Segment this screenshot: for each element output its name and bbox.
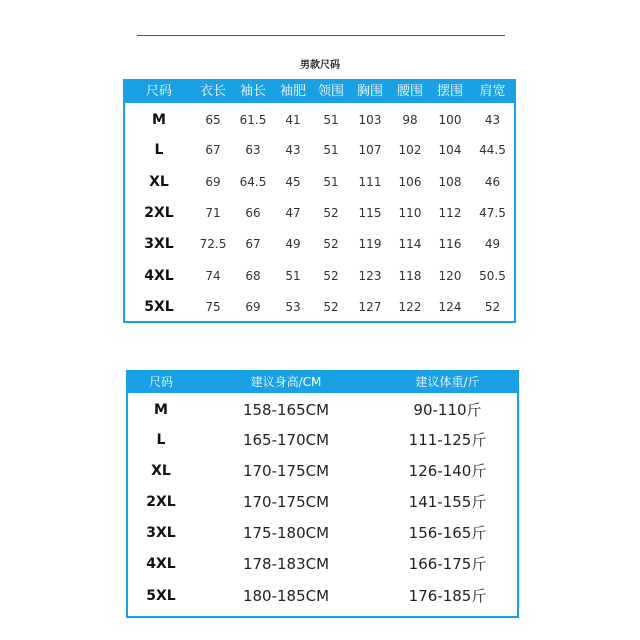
table-cell: 127	[358, 300, 382, 314]
table-cell: 103	[358, 113, 382, 127]
table-cell: 61.5	[239, 113, 267, 127]
size-label: 4XL	[144, 268, 174, 284]
table-cell: 104	[438, 143, 462, 157]
table-row	[125, 229, 514, 259]
table-cell: 120	[438, 269, 462, 283]
table-cell: 165-170CM	[242, 431, 330, 449]
table-cell: 65	[205, 113, 221, 127]
table-cell: 176-185斤	[408, 587, 487, 605]
header-cell: 衣长	[199, 84, 226, 99]
top-divider	[137, 35, 505, 36]
table-cell: 52	[484, 300, 501, 314]
table-cell: 156-165斤	[408, 524, 487, 542]
header-cell: 袖肥	[279, 84, 306, 99]
table-cell: 124	[438, 300, 462, 314]
table-row	[125, 261, 514, 291]
table-row	[128, 425, 517, 455]
size-label: 5XL	[146, 588, 176, 604]
table-cell: 74	[205, 269, 221, 283]
table-cell: 90-110斤	[413, 401, 482, 419]
table-row	[125, 105, 514, 135]
table-cell: 98	[402, 113, 418, 127]
header-cell: 建议身高/CM	[250, 375, 322, 389]
size-label: 2XL	[146, 494, 176, 510]
size-table	[123, 79, 516, 323]
table-cell: 175-180CM	[242, 524, 330, 542]
table-cell: 116	[438, 237, 462, 251]
size-label: M	[152, 112, 166, 128]
table-cell: 118	[398, 269, 422, 283]
page-title: 男款尺码	[300, 60, 340, 71]
recommend-table	[126, 370, 519, 618]
size-label: 4XL	[146, 556, 176, 572]
size-label: L	[156, 432, 166, 448]
table-row	[128, 487, 517, 517]
table-cell: 52	[323, 300, 339, 314]
table-row	[125, 167, 514, 197]
table-cell: 51	[285, 269, 301, 283]
header-cell: 腰围	[396, 84, 423, 99]
table-cell: 68	[245, 269, 261, 283]
table-cell: 115	[358, 206, 382, 220]
header-cell: 尺码	[148, 375, 173, 389]
table-cell: 114	[398, 237, 422, 251]
table-row	[128, 518, 517, 548]
table-cell: 111-125斤	[408, 431, 487, 449]
table-cell: 170-175CM	[242, 493, 330, 511]
table-row	[128, 581, 517, 611]
table-cell: 122	[398, 300, 422, 314]
table-cell: 126-140斤	[408, 462, 487, 480]
size-label: M	[154, 402, 168, 418]
table-cell: 51	[323, 143, 339, 157]
table-cell: 106	[398, 175, 422, 189]
size-label: 2XL	[144, 205, 174, 221]
table-cell: 72.5	[199, 237, 227, 251]
table-cell: 102	[398, 143, 422, 157]
table-cell: 66	[245, 206, 261, 220]
table-cell: 46	[484, 175, 501, 189]
header-cell: 摆围	[436, 84, 463, 99]
table-row	[125, 292, 514, 322]
size-label: L	[154, 142, 164, 158]
table-cell: 158-165CM	[242, 401, 330, 419]
size-label: XL	[151, 463, 171, 479]
table-cell: 178-183CM	[242, 555, 330, 573]
recommend-table-header	[128, 372, 517, 393]
table-row	[128, 549, 517, 579]
table-cell: 49	[285, 237, 301, 251]
header-cell: 领围	[317, 84, 344, 99]
table-cell: 47	[285, 206, 301, 220]
table-cell: 51	[323, 175, 339, 189]
table-cell: 52	[323, 237, 339, 251]
table-cell: 43	[285, 143, 301, 157]
table-cell: 67	[205, 143, 221, 157]
table-cell: 64.5	[239, 175, 267, 189]
table-cell: 52	[323, 206, 339, 220]
table-cell: 111	[358, 175, 382, 189]
table-cell: 51	[323, 113, 339, 127]
table-cell: 166-175斤	[408, 555, 487, 573]
table-cell: 45	[285, 175, 301, 189]
table-cell: 123	[358, 269, 382, 283]
table-cell: 67	[245, 237, 261, 251]
size-label: 3XL	[144, 236, 174, 252]
table-row	[128, 456, 517, 486]
table-cell: 47.5	[479, 206, 506, 220]
header-cell: 肩宽	[479, 84, 506, 99]
header-cell: 建议体重/斤	[415, 375, 480, 389]
table-cell: 52	[323, 269, 339, 283]
table-cell: 110	[398, 206, 422, 220]
table-cell: 53	[285, 300, 301, 314]
table-cell: 41	[285, 113, 301, 127]
table-cell: 49	[484, 237, 501, 251]
table-cell: 119	[358, 237, 382, 251]
header-cell: 袖长	[239, 84, 266, 99]
table-row	[125, 198, 514, 228]
size-label: XL	[149, 174, 169, 190]
table-cell: 71	[205, 206, 221, 220]
table-cell: 50.5	[479, 269, 506, 283]
table-cell: 180-185CM	[242, 587, 330, 605]
table-cell: 141-155斤	[408, 493, 487, 511]
table-cell: 108	[438, 175, 462, 189]
table-cell: 43	[484, 113, 501, 127]
table-cell: 63	[245, 143, 261, 157]
table-cell: 170-175CM	[242, 462, 330, 480]
table-cell: 44.5	[479, 143, 506, 157]
table-row	[125, 135, 514, 165]
table-cell: 100	[438, 113, 462, 127]
table-row	[128, 395, 517, 425]
size-label: 3XL	[146, 525, 176, 541]
table-cell: 112	[438, 206, 462, 220]
table-cell: 69	[245, 300, 261, 314]
table-cell: 75	[205, 300, 221, 314]
table-cell: 69	[205, 175, 221, 189]
size-label: 5XL	[144, 299, 174, 315]
header-cell: 胸围	[356, 84, 383, 99]
size-table-header	[125, 81, 514, 103]
table-cell: 107	[358, 143, 382, 157]
header-cell: 尺码	[145, 84, 172, 99]
